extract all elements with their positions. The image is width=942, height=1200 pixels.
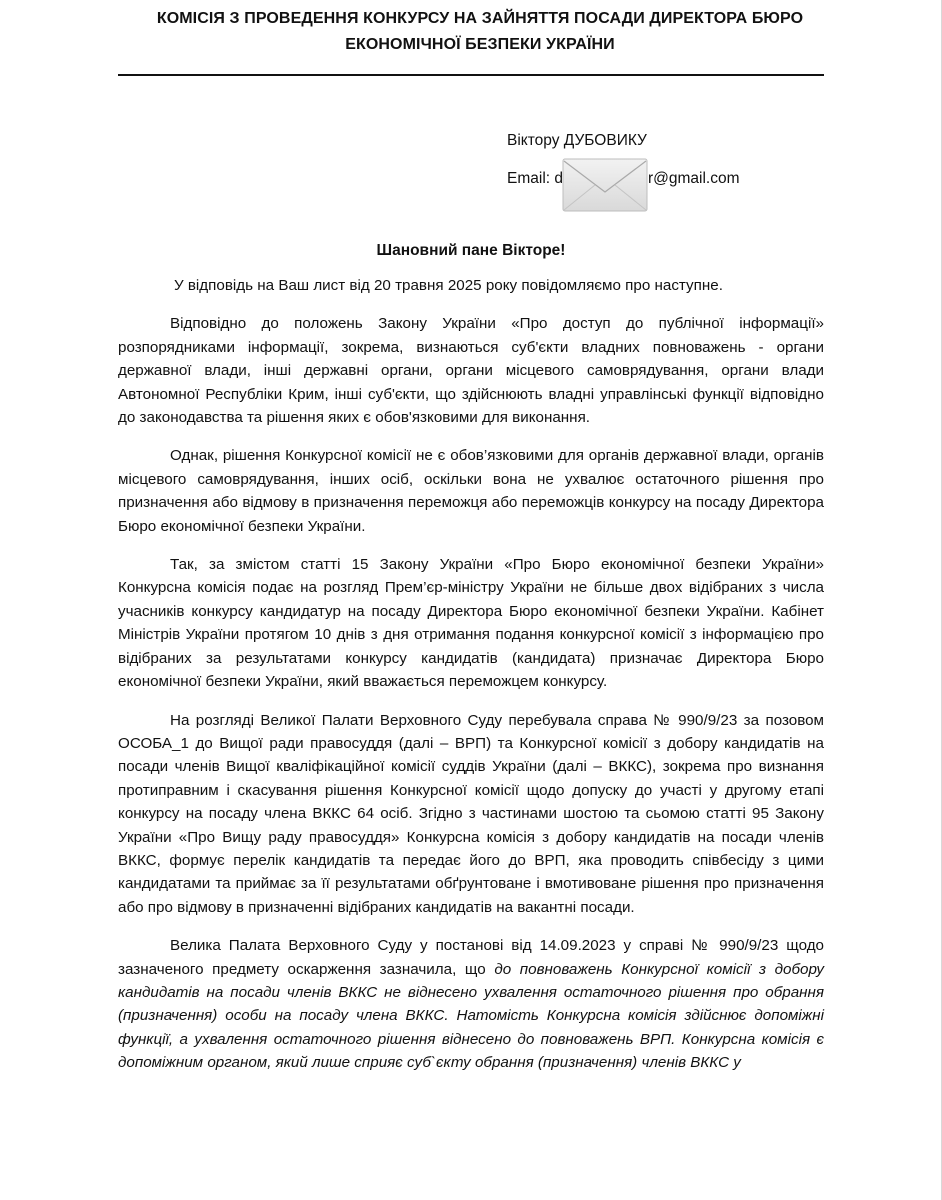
paragraph-6-intro: Велика Палата Верховного Суду у постанові від 14.09.2023 у справі № 990/9/23 щодо зазначеного предмету оскарження зазначила, що	[118, 937, 824, 978]
greeting: Шановний пане Вікторе!	[376, 242, 566, 259]
email-suffix: r@gmail.com	[648, 170, 740, 187]
header-line-1: КОМІСІЯ З ПРОВЕДЕННЯ КОНКУРСУ НА ЗАЙНЯТТЯ ПОСАДИ ДИРЕКТОРА БЮРО	[156, 10, 804, 27]
paragraph-4: Так, за змістом статті 15 Закону України «Про Бюро економічної безпеки України» Конкурсна комісія подає на розгляд Прем’єр-міністру України не більше двох відібраних з числа учасників конкурсу кандидатур на посаду Директора Бюро економічної безпеки України. Кабінет Міністрів України протягом 10 днів з дня отримання подання конкурсної комісії з інформацією про відібраних за результатами конкурсу кандидатів (кандидата) призначає Директора Бюро економічної безпеки України, який вважається переможцем конкурсу.	[118, 556, 824, 691]
letter-body	[118, 274, 824, 1090]
paragraph-1: У відповідь на Ваш лист від 20 травня 2025 року повідомляємо про наступне.	[174, 277, 723, 294]
email-label: Email: d	[507, 170, 563, 187]
header-line-2: ЕКОНОМІЧНОЇ БЕЗПЕКИ УКРАЇНИ	[345, 36, 615, 53]
paragraph-6-quote: до повноважень Конкурсної комісії з добору кандидатів на посади членів ВККС не віднесено ухвалення остаточного рішення про обрання (призначення) особи на посаду члена ВККС. Натомість Конкурсна комісія здійснює допоміжні функції, а ухвалення остаточного рішення віднесено до повноважень ВРП. Конкурсна комісія є допоміжним органом, який лише сприяє суб`єкту обрання (призначення) членів ВККС у	[118, 960, 825, 1072]
letter-header	[150, 6, 810, 58]
recipient-name: Віктору ДУБОВИКУ	[507, 132, 647, 149]
header-divider	[118, 74, 824, 76]
envelope-icon	[562, 158, 648, 212]
paragraph-3: Однак, рішення Конкурсної комісії не є обов’язковими для органів державної влади, органів місцевого самоврядування, інших осіб, оскільки вона не ухвалює остаточного рішення про призначення або відмову в призначення переможця або переможців конкурсу на посаду Директора Бюро економічної безпеки України.	[118, 447, 824, 535]
paragraph-5: На розгляді Великої Палати Верховного Суду перебувала справа № 990/9/23 за позовом ОСОБА_1 до Вищої ради правосуддя (далі – ВРП) та Конкурсної комісії з добору кандидатів на посади членів Вищої кваліфікаційної комісії суддів України (далі – ВККС), зокрема про визнання протиправним і скасування рішення Конкурсної комісії щодо допуску до участі у другому етапі конкурсу на посаду члена ВККС 64 осіб. Згідно з частинами шостою та сьомою статті 95 Закону України «Про Вищу раду правосуддя» Конкурсна комісія з добору кандидатів на посади членів ВККС, формує перелік кандидатів та передає його до ВРП, яка проводить співбесіду з цими кандидатами та приймає за її результатами обґрунтоване і вмотивоване рішення про призначення або про відмову в призначенні відібраних кандидатів на вакантні посади.	[118, 711, 824, 916]
paragraph-6	[118, 934, 824, 1074]
paragraph-2: Відповідно до положень Закону України «Про доступ до публічної інформації» розпорядниками інформації, зокрема, визнаються суб'єкти владних повноважень - органи державної влади, інші державні органи, органи місцевого самоврядування, органи влади Автономної Республіки Крим, інші суб'єкти, що здійснюють владні управлінські функції відповідно до законодавства та рішення яких є обов'язковими для виконання.	[118, 315, 824, 427]
